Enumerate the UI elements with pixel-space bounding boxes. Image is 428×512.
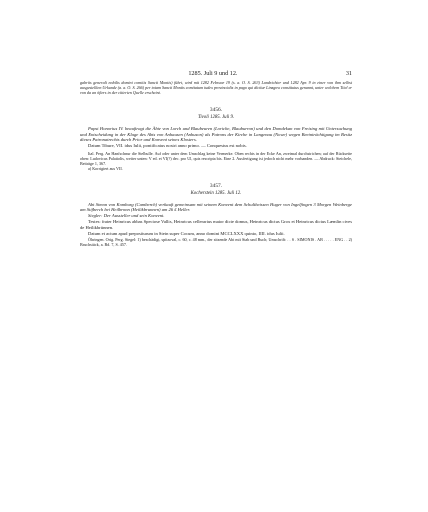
document-number: 3456. — [209, 106, 223, 113]
document-footnote: a) Korrigiert aus VII. — [88, 166, 123, 172]
page-number: 31 — [345, 70, 352, 77]
document-witnesses: Testes: frater Heinricus abbas Speciose Vallis, Heinricus cellerarius maior dicte domus, Heinricus dictus Grox et Heinricus dictus Læmlin cives de Heilikbrünnen. — [80, 219, 352, 231]
document-seals: Siegler: Der Aussteller und sein Konvent. — [88, 213, 165, 219]
document-date-line: Datum Tibure, VII. idus Iulii, pontificatus nostri anno primo. — Conquestus est nobis. — [88, 143, 247, 149]
document-date-line-2: Datum et actum apud prepositurum in Stein super Cocum, anno domini MCCLXXX quinto, IIII. idus Iulii. — [88, 231, 285, 237]
running-header — [80, 70, 352, 77]
document-place-date: Tivoli 1285. Juli 9. — [197, 114, 235, 120]
document-regest: Papst Honorius IV. beauftragt die Äbte von Lorch und Blaubeuren (Loriche, Blauburron) und den Domdekan von Freising mit Untersuchung und Entscheidung in der Klage des Abts von Anhausen (Anhuson) als Patrons der Kirche in Langenau (Nowe) wegen Beeinträchtigung im Besitz dieses Patronatrechts durch Prior und Konvent seines Klosters. — [80, 125, 352, 143]
page — [80, 70, 352, 247]
document-number-2: 3457. — [209, 182, 223, 189]
continuation-text: gabriis generali nobilis domini comitis Sancti Montis) führt, wird mit 1282 Februar 19 (s. a. O. S. 263) Landrichter und 1282 Apr. 9 in einer von ihm selbst ausgestellten Urkunde (a. a. O. S. 266) per totam Sancti Montis comitatum iudex provincialis in pago qui dicitur Linzgow constitutus genannt, unter welchem Titel er von da an öfters in der citierten Quelle erscheint. — [80, 80, 352, 96]
header-dates: 1285. Juli 9 und 12. — [188, 70, 238, 77]
document-apparatus: Ital. Perg. An Hanfschnur die Stelbulle. Auf oder unter dem Umschlag keine Vermerke. Oben rechts in der Ecke An, zweimal durchstrichen; auf der Rückseite oben: Ludovicus Palatiolis, weiter unten: V ed. et VI(?) dec. pro Ul, quis rescripta bis. Eine 2. Ausfertigung ist jedoch nicht mehr vorhanden. — Abdruck: Steichele, Beiträge 1, 367. — [80, 150, 352, 167]
document-regest-2: Abt Simon von Komburg (Camberch) verkauft gemeinsam mit seinem Konvent dem Schultheissen Huger von Ingelfingen 3 Morgen Weinberge am Stifberch bei Heilbronn (Heilikbrunnen) am 26 £ Heller. — [80, 201, 352, 213]
document-apparatus-2: Öhringen. Orig. Perg. Siegel: 1) beschädigt, spitzoval, c. 60, c. 48 mm., der sitzende Abt mit Stab und Buch; Umschrift: . . S . SIMONIS . AB . . . . . ENG . . 2) Bruchstück, a. Bd. 7, S. 457. — [80, 236, 352, 248]
document-place-date-2: Kocherstein 1285. Juli 12. — [190, 190, 242, 196]
